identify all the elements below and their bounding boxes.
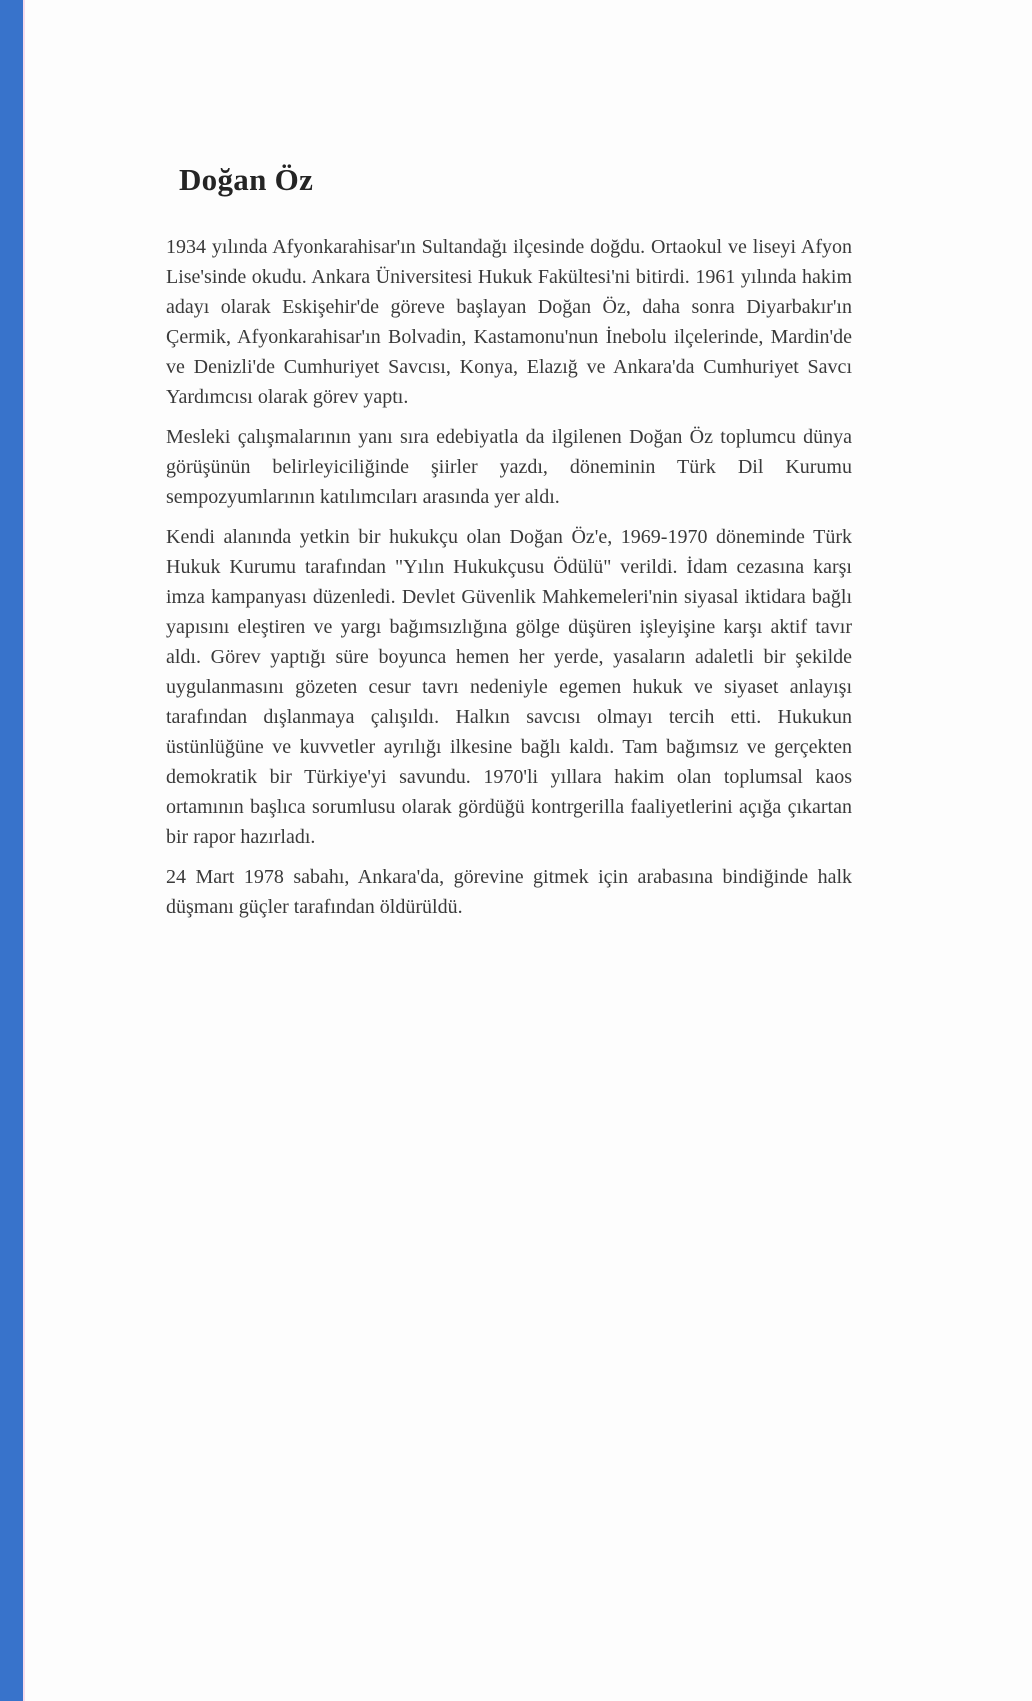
paragraph-literary-activity: Mesleki çalışmalarının yanı sıra edebiyatla da ilgilenen Doğan Öz toplumcu dünya görüşünün belirleyiciliğinde şiirler yazdı, döneminin Türk Dil Kurumu sempozyumlarının katılımcıları arasında yer aldı.: [166, 426, 852, 508]
article-body: [166, 232, 852, 922]
paragraph-death: 24 Mart 1978 sabahı, Ankara'da, görevine gitmek için arabasına bindiğinde halk düşmanı güçler tarafından öldürüldü.: [166, 866, 852, 918]
paragraph-biography-early-life: 1934 yılında Afyonkarahisar'ın Sultandağı ilçesinde doğdu. Ortaokul ve liseyi Afyon Lise'sinde okudu. Ankara Üniversitesi Hukuk Fakültesi'ni bitirdi. 1961 yılında hakim adayı olarak Eskişehir'de göreve başlayan Doğan Öz, daha sonra Diyarbakır'ın Çermik, Afyonkarahisar'ın Bolvadin, Kastamonu'nun İnebolu ilçelerinde, Mardin'de ve Denizli'de Cumhuriyet Savcısı, Konya, Elazığ ve Ankara'da Cumhuriyet Savcı Yardımcısı olarak görev yaptı.: [166, 236, 852, 408]
article-content: [166, 162, 852, 932]
left-accent-bar: [0, 0, 25, 1701]
page-title: Doğan Öz: [179, 162, 314, 197]
paragraph-legal-career: Kendi alanında yetkin bir hukukçu olan Doğan Öz'e, 1969-1970 döneminde Türk Hukuk Kurumu tarafından "Yılın Hukukçusu Ödülü" verildi. İdam cezasına karşı imza kampanyası düzenledi. Devlet Güvenlik Mahkemeleri'nin siyasal iktidara bağlı yapısını eleştiren ve yargı bağımsızlığına gölge düşüren işleyişine karşı aktif tavır aldı. Görev yaptığı süre boyunca hemen her yerde, yasaların adaletli bir şekilde uygulanmasını gözeten cesur tavrı nedeniyle egemen hukuk ve siyaset anlayışı tarafından dışlanmaya çalışıldı. Halkın savcısı olmayı tercih etti. Hukukun üstünlüğüne ve kuvvetler ayrılığı ilkesine bağlı kaldı. Tam bağımsız ve gerçekten demokratik bir Türkiye'yi savundu. 1970'li yıllara hakim olan toplumsal kaos ortamının başlıca sorumlusu olarak gördüğü kontrgerilla faaliyetlerini açığa çıkartan bir rapor hazırladı.: [166, 526, 852, 848]
